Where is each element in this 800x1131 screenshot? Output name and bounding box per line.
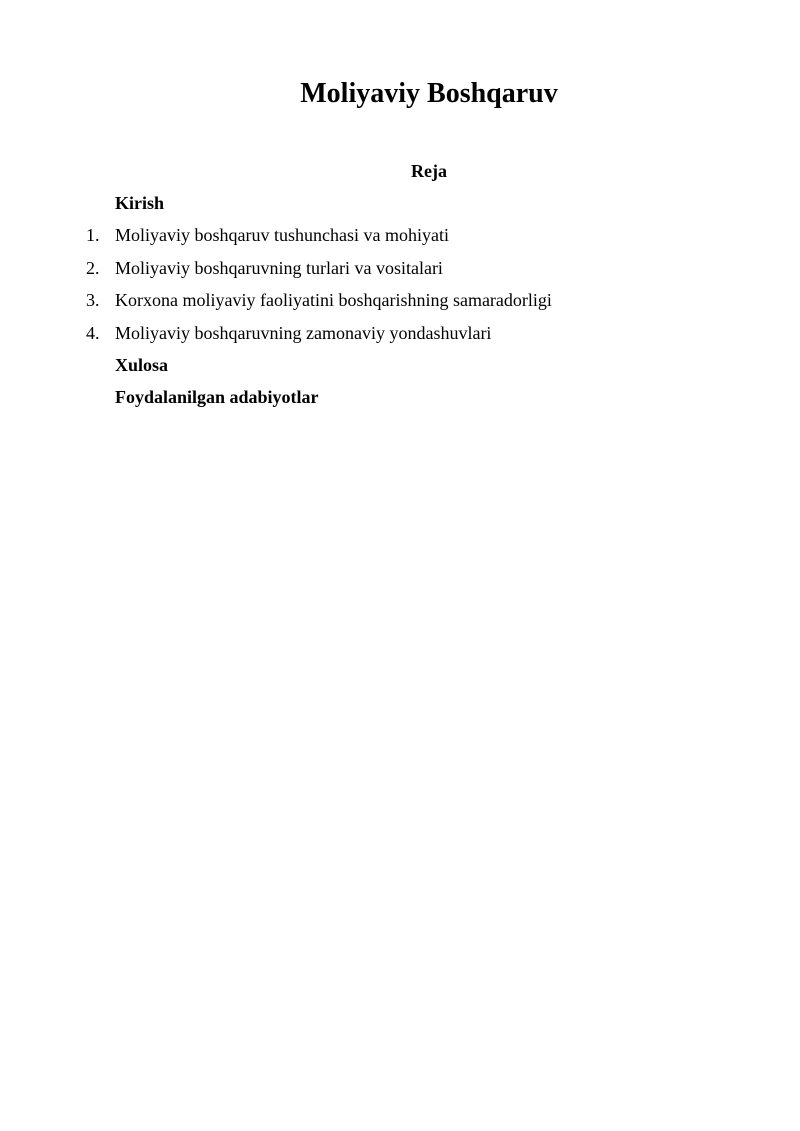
plan-item <box>0 256 800 288</box>
plan-item-number: 1. <box>86 225 100 246</box>
plan-item <box>0 288 800 320</box>
plan-intro-label: Kirish <box>115 193 165 213</box>
plan-references <box>0 385 800 417</box>
plan-item-number: 4. <box>86 322 100 343</box>
plan-references-label: Foydalanilgan adabiyotlar <box>115 387 319 408</box>
plan-item-text: Moliyaviy boshqaruvning zamonaviy yondashuvlari <box>115 322 492 343</box>
plan-item-text: Moliyaviy boshqaruv tushunchasi va mohiyati <box>115 225 449 246</box>
plan-conclusion <box>0 353 800 385</box>
plan-item-text: Moliyaviy boshqaruvning turlari va vositalari <box>115 257 443 278</box>
plan-item-number: 3. <box>86 290 100 311</box>
plan-conclusion-label: Xulosa <box>115 354 169 375</box>
plan-item <box>0 223 800 255</box>
plan-heading: Reja <box>411 161 447 181</box>
plan-item-text: Korxona moliyaviy faoliyatini boshqarishning samaradorligi <box>115 290 552 311</box>
plan-item-number: 2. <box>86 257 100 278</box>
plan-list <box>0 191 800 418</box>
document-title: Moliyaviy Boshqaruv <box>300 78 558 109</box>
plan-intro <box>0 191 800 223</box>
plan-item <box>0 321 800 353</box>
